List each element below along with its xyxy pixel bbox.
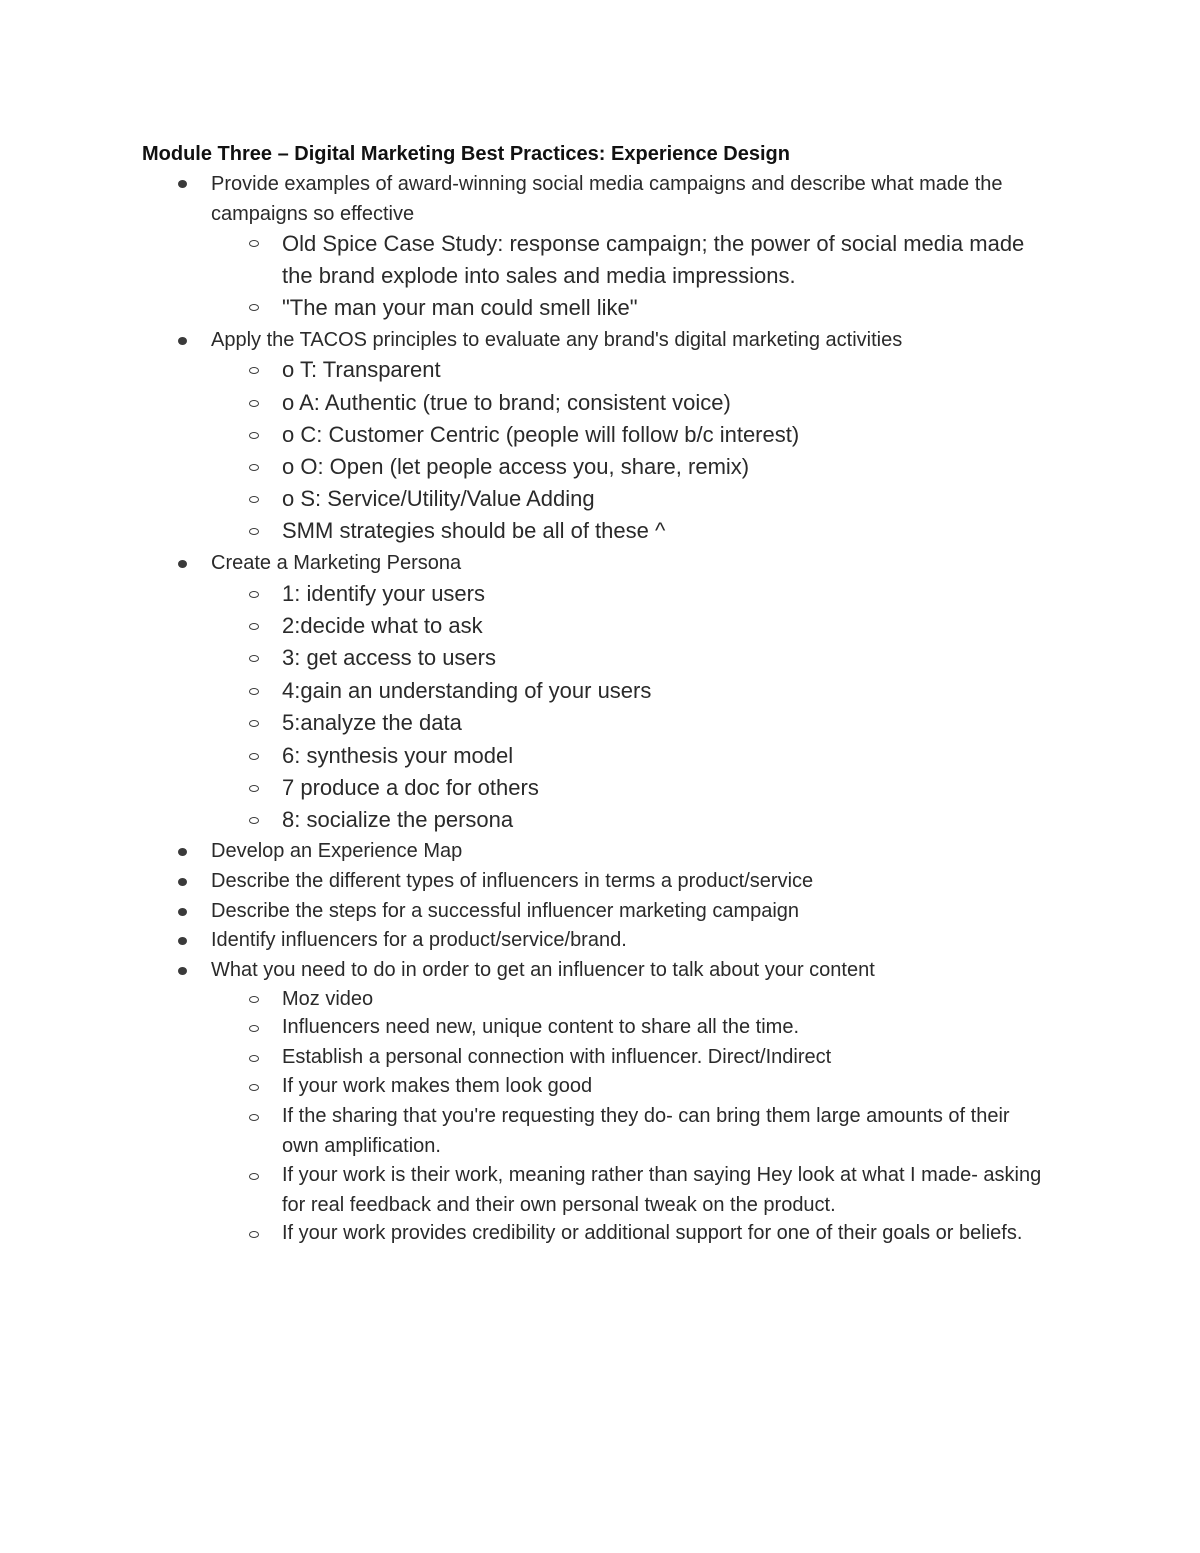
sub-item: 2:decide what to ask: [282, 613, 483, 638]
sub-item: o O: Open (let people access you, share, remix): [282, 454, 750, 479]
bullet-icon: [178, 337, 187, 345]
sub-item: "The man your man could smell like": [282, 295, 638, 320]
sub-item: 5:analyze the data: [282, 710, 462, 735]
sub-item: Old Spice Case Study: response campaign; the power of social media made the brand explode into sales and media impressions.: [282, 231, 1025, 288]
bullet-icon: [178, 560, 187, 568]
sub-item: Moz video: [282, 988, 374, 1010]
circle-bullet-icon: [249, 655, 259, 662]
sub-item: 1: identify your users: [282, 581, 485, 606]
sub-item: 6: synthesis your model: [282, 743, 514, 768]
sub-item: If the sharing that you're requesting they do- can bring them large amounts of their own amplification.: [282, 1105, 1010, 1157]
bullet-icon: [178, 967, 187, 975]
sub-item: 8: socialize the persona: [282, 807, 514, 832]
list-item-campaigns: Provide examples of award-winning social media campaigns and describe what made the campaigns so effective: [211, 173, 1003, 225]
sub-item: o A: Authentic (true to brand; consistent voice): [282, 390, 731, 415]
sub-item: If your work makes them look good: [282, 1075, 593, 1097]
circle-bullet-icon: [249, 785, 259, 792]
circle-bullet-icon: [249, 400, 259, 407]
sub-item: 4:gain an understanding of your users: [282, 678, 652, 703]
circle-bullet-icon: [249, 464, 259, 471]
circle-bullet-icon: [249, 720, 259, 727]
sub-item: o C: Customer Centric (people will follow b/c interest): [282, 422, 800, 447]
sub-item: o S: Service/Utility/Value Adding: [282, 486, 595, 511]
sub-item: If your work is their work, meaning rather than saying Hey look at what I made- asking for real feedback and their own personal tweak on the product.: [282, 1164, 1042, 1216]
circle-bullet-icon: [249, 432, 259, 439]
circle-bullet-icon: [249, 240, 259, 247]
list-item-persona: Create a Marketing Persona: [211, 552, 462, 574]
circle-bullet-icon: [249, 753, 259, 760]
list-item-identify-influencers: Identify influencers for a product/service/brand.: [211, 929, 627, 951]
document-title: Module Three – Digital Marketing Best Practices: Experience Design: [142, 143, 790, 165]
circle-bullet-icon: [249, 1084, 259, 1091]
circle-bullet-icon: [249, 496, 259, 503]
sub-item: Establish a personal connection with influencer. Direct/Indirect: [282, 1046, 832, 1068]
circle-bullet-icon: [249, 623, 259, 630]
sub-item: 3: get access to users: [282, 645, 496, 670]
bullet-icon: [178, 937, 187, 945]
circle-bullet-icon: [249, 688, 259, 695]
list-item-experience-map: Develop an Experience Map: [211, 840, 463, 862]
list-item-influencer-types: Describe the different types of influencers in terms a product/service: [211, 870, 814, 892]
list-item-get-influencer: What you need to do in order to get an influencer to talk about your content: [211, 959, 875, 981]
circle-bullet-icon: [249, 817, 259, 824]
bullet-icon: [178, 878, 187, 886]
sub-item: SMM strategies should be all of these ^: [282, 518, 666, 543]
bullet-icon: [178, 908, 187, 916]
circle-bullet-icon: [249, 1025, 259, 1032]
circle-bullet-icon: [249, 304, 259, 311]
sub-item: o T: Transparent: [282, 357, 441, 382]
sub-item: 7 produce a doc for others: [282, 775, 539, 800]
list-item-campaign-steps: Describe the steps for a successful influencer marketing campaign: [211, 900, 800, 922]
circle-bullet-icon: [249, 1231, 259, 1238]
circle-bullet-icon: [249, 367, 259, 374]
circle-bullet-icon: [249, 528, 259, 535]
sub-item: If your work provides credibility or additional support for one of their goals or beliefs.: [282, 1222, 1023, 1244]
bullet-icon: [178, 848, 187, 856]
circle-bullet-icon: [249, 996, 259, 1003]
circle-bullet-icon: [249, 1114, 259, 1121]
list-item-tacos: Apply the TACOS principles to evaluate any brand's digital marketing activities: [211, 329, 903, 351]
bullet-icon: [178, 180, 187, 188]
sub-item: Influencers need new, unique content to share all the time.: [282, 1016, 800, 1038]
circle-bullet-icon: [249, 1055, 259, 1062]
circle-bullet-icon: [249, 591, 259, 598]
circle-bullet-icon: [249, 1173, 259, 1180]
